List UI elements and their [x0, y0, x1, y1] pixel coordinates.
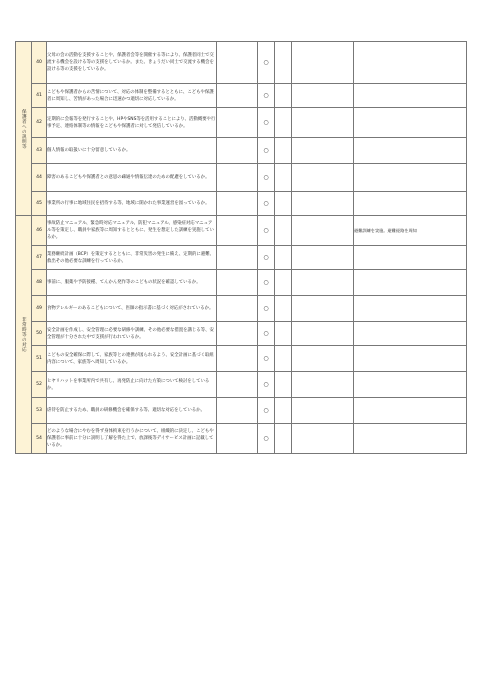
empty-cell [292, 398, 354, 424]
table-row [16, 138, 467, 164]
empty-cell [292, 346, 354, 372]
item-number: 51 [32, 346, 47, 372]
table-row [16, 322, 467, 346]
remarks-cell [354, 192, 467, 216]
remarks-cell [354, 372, 467, 398]
check-mark: ○ [258, 216, 275, 246]
remarks-cell [354, 270, 467, 296]
check-mark: ○ [258, 346, 275, 372]
check-mark: ○ [258, 322, 275, 346]
item-text: どのような場合にやむを得ず身体拘束を行うかについて、組織的に決定し、こどもや保護者に事前に十分に説明し了解を得た上で、放課後等デイサービス計画に記載しているか。 [47, 424, 217, 454]
empty-cell [275, 216, 292, 246]
remarks-cell [354, 322, 467, 346]
empty-cell [275, 346, 292, 372]
remarks-cell [354, 424, 467, 454]
empty-cell [275, 372, 292, 398]
item-text: こどもや保護者からの苦情について、対応の体制を整備するとともに、こどもや保護者に周知し、苦情があった場合に迅速かつ適切に対応しているか。 [47, 84, 217, 108]
section-label: 保護者への説明等 [16, 42, 32, 216]
table-row [16, 164, 467, 192]
remarks-cell [354, 246, 467, 270]
item-number: 49 [32, 296, 47, 322]
table-row [16, 270, 467, 296]
item-number: 43 [32, 138, 47, 164]
empty-cell [217, 216, 258, 246]
empty-cell [217, 346, 258, 372]
item-number: 42 [32, 108, 47, 138]
evaluation-table [15, 41, 467, 454]
empty-cell [292, 192, 354, 216]
table-row [16, 216, 467, 246]
check-mark: ○ [258, 270, 275, 296]
item-number: 41 [32, 84, 47, 108]
item-text: こどもの安全確保に際して、家族等との連携が図られるよう、安全計画に基づく取組内容について、家族等へ周知しているか。 [47, 346, 217, 372]
table-row [16, 42, 467, 84]
item-text: 安全計画を作成し、安全管理に必要な研修や訓練、その他必要な措置を講じる等、安全管理が十分された中で支援が行われているか。 [47, 322, 217, 346]
remarks-cell [354, 346, 467, 372]
item-text: 業務継続計画（BCP）を策定するとともに、非常災害の発生に備え、定期的に避難、救出その他必要な訓練を行っているか。 [47, 246, 217, 270]
remarks-cell [354, 84, 467, 108]
section-label: 非常時等の対応 [16, 216, 32, 454]
empty-cell [292, 84, 354, 108]
empty-cell [217, 164, 258, 192]
item-text: 父母の会の活動を支援することや、保護者会等を開催する等により、保護者同士で交流する機会を設ける等の支援をしているか。また、きょうだい同士で交流する機会を設ける等の支援をしているか。 [47, 42, 217, 84]
item-text: 定期的に会報等を発行することや、HPやSNS等を活用することにより、活動概要や行事予定、連絡体制等の情報をこどもや保護者に対して発信しているか。 [47, 108, 217, 138]
table-row [16, 346, 467, 372]
item-text: 食物アレルギーのあるこどもについて、医師の指示書に基づく対応がされているか。 [47, 296, 217, 322]
empty-cell [217, 246, 258, 270]
empty-cell [275, 138, 292, 164]
item-number: 48 [32, 270, 47, 296]
empty-cell [292, 296, 354, 322]
item-text: 個人情報の取扱いに十分留意しているか。 [47, 138, 217, 164]
check-mark: ○ [258, 164, 275, 192]
check-mark: ○ [258, 138, 275, 164]
item-text: 障害のあるこどもや保護者との意思の疎通や情報伝達のための配慮をしているか。 [47, 164, 217, 192]
item-number: 45 [32, 192, 47, 216]
item-number: 52 [32, 372, 47, 398]
item-number: 50 [32, 322, 47, 346]
check-mark: ○ [258, 108, 275, 138]
empty-cell [217, 398, 258, 424]
item-text: 虐待を防止するため、職員の研修機会を確保する等、適切な対応をしているか。 [47, 398, 217, 424]
item-number: 46 [32, 216, 47, 246]
table-row [16, 398, 467, 424]
check-mark: ○ [258, 84, 275, 108]
empty-cell [217, 270, 258, 296]
item-text: 事前に、服薬や予防接種、てんかん発作等のこどもの状況を確認しているか。 [47, 270, 217, 296]
empty-cell [217, 138, 258, 164]
empty-cell [275, 398, 292, 424]
empty-cell [292, 216, 354, 246]
empty-cell [275, 246, 292, 270]
empty-cell [292, 246, 354, 270]
remarks-cell [354, 138, 467, 164]
empty-cell [217, 192, 258, 216]
item-text: ヒヤリハットを事業所内で共有し、再発防止に向けた方策について検討をしているか。 [47, 372, 217, 398]
check-mark: ○ [258, 192, 275, 216]
remarks-cell [354, 296, 467, 322]
check-mark: ○ [258, 372, 275, 398]
item-number: 47 [32, 246, 47, 270]
check-mark: ○ [258, 398, 275, 424]
item-text: 事業所の行事に地域住民を招待する等、地域に開かれた事業運営を図っているか。 [47, 192, 217, 216]
item-number: 40 [32, 42, 47, 84]
item-number: 54 [32, 424, 47, 454]
empty-cell [292, 424, 354, 454]
empty-cell [275, 108, 292, 138]
check-mark: ○ [258, 424, 275, 454]
empty-cell [217, 108, 258, 138]
empty-cell [217, 42, 258, 84]
check-mark: ○ [258, 296, 275, 322]
empty-cell [275, 42, 292, 84]
item-text: 事故防止マニュアル、緊急時対応マニュアル、防犯マニュアル、感染症対応マニュアル等を策定し、職員や家族等に周知するとともに、発生を想定した訓練を実施しているか。 [47, 216, 217, 246]
table-row [16, 296, 467, 322]
empty-cell [292, 108, 354, 138]
table-row [16, 108, 467, 138]
empty-cell [292, 322, 354, 346]
table-row [16, 192, 467, 216]
empty-cell [275, 322, 292, 346]
empty-cell [275, 84, 292, 108]
empty-cell [217, 296, 258, 322]
empty-cell [275, 270, 292, 296]
empty-cell [275, 296, 292, 322]
check-mark: ○ [258, 246, 275, 270]
table-row [16, 372, 467, 398]
remarks-cell: 避難訓練を実施。避難経路を周知 [354, 216, 467, 246]
remarks-cell [354, 164, 467, 192]
remarks-cell [354, 398, 467, 424]
empty-cell [217, 322, 258, 346]
empty-cell [292, 42, 354, 84]
remarks-cell [354, 42, 467, 84]
empty-cell [275, 164, 292, 192]
empty-cell [292, 138, 354, 164]
empty-cell [217, 424, 258, 454]
empty-cell [292, 164, 354, 192]
table-row [16, 246, 467, 270]
item-number: 44 [32, 164, 47, 192]
table-row [16, 424, 467, 454]
empty-cell [217, 372, 258, 398]
check-mark: ○ [258, 42, 275, 84]
remarks-cell [354, 108, 467, 138]
empty-cell [292, 372, 354, 398]
empty-cell [275, 192, 292, 216]
empty-cell [292, 270, 354, 296]
empty-cell [275, 424, 292, 454]
table-row [16, 84, 467, 108]
empty-cell [217, 84, 258, 108]
item-number: 53 [32, 398, 47, 424]
